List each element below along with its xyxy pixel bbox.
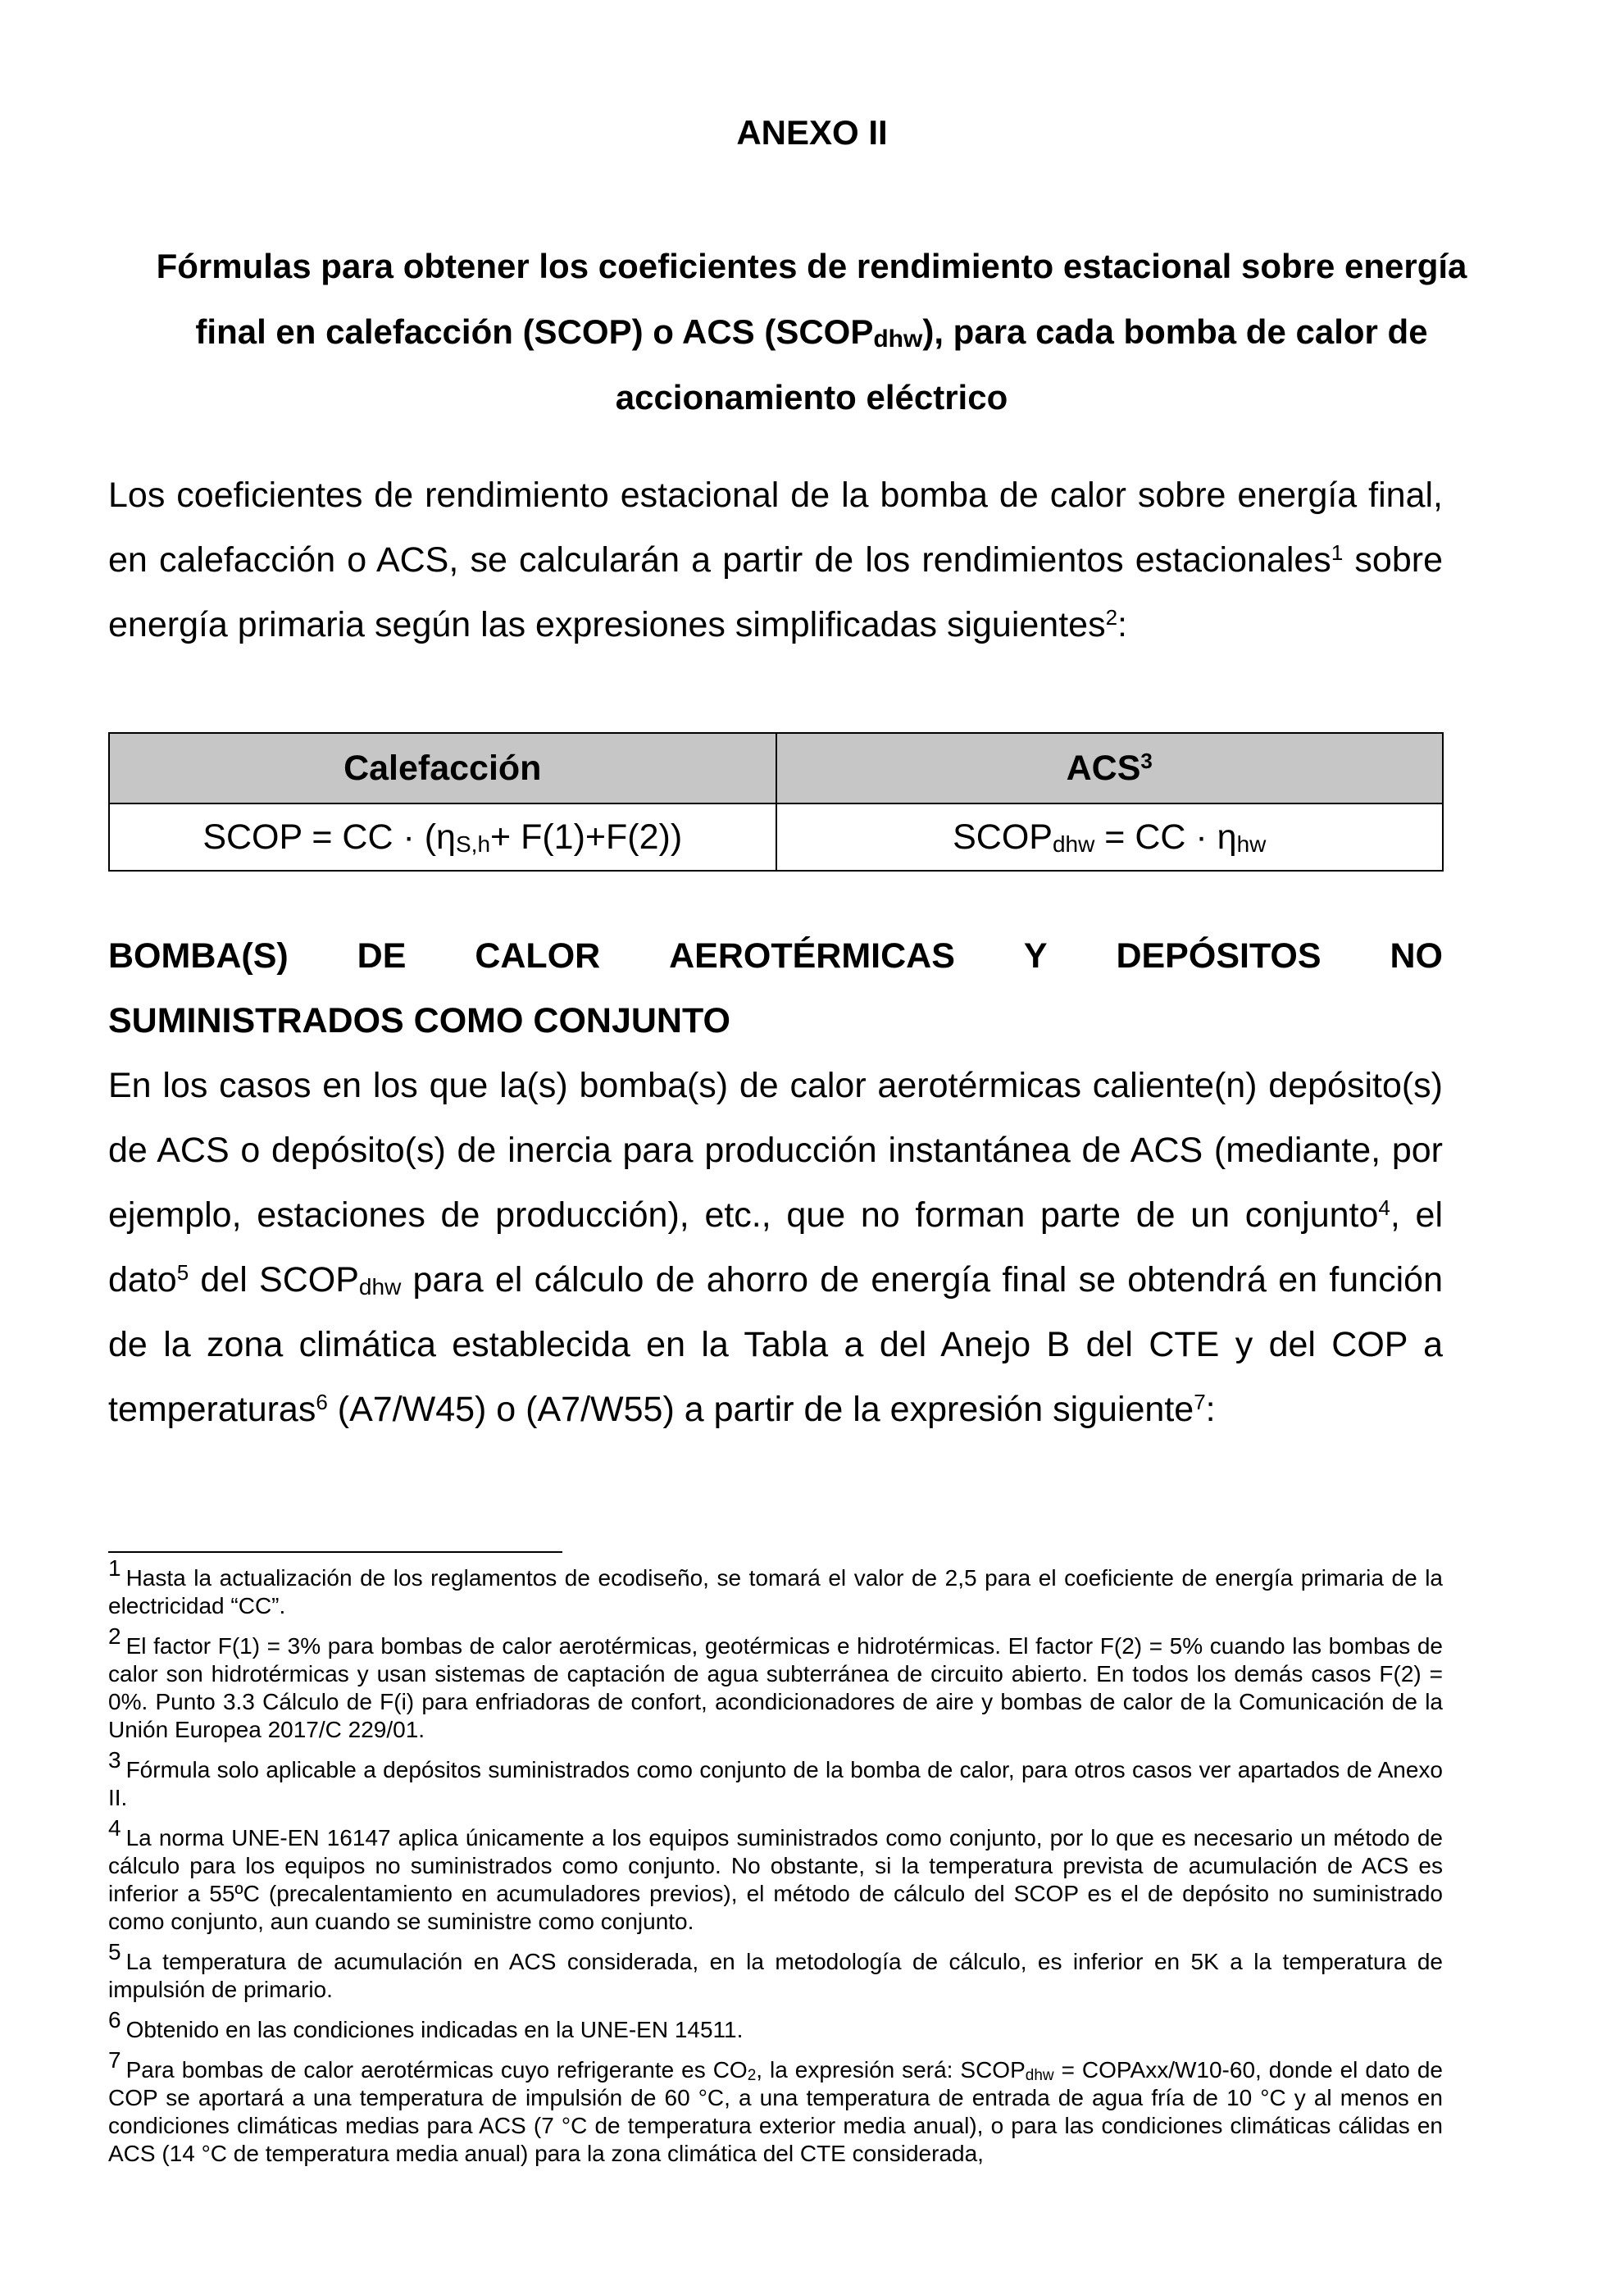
section-heading-line1	[108, 924, 1443, 989]
section-body-paragraph	[108, 1054, 1443, 1442]
subtitle-subscript: dhw	[873, 325, 923, 353]
formula-acs-b: = CC · η	[1094, 817, 1237, 857]
footnote-ref-2[interactable]: 2	[1105, 605, 1118, 630]
footnote-separator	[108, 1551, 562, 1553]
footnote-text: La temperatura de acumulación en ACS considerada, en la metodología de cálculo, es inferior en 5K a la temperatura de impulsión de primario.	[108, 1949, 1443, 2002]
formula-acs-a: SCOP	[953, 817, 1053, 857]
footnote-ref-5[interactable]: 5	[176, 1260, 189, 1285]
intro-text-b: sobre energía primaria según las expresiones simplificadas siguientes	[108, 540, 1443, 644]
footnote	[108, 1555, 1443, 1620]
footnote7-text-b: , la expresión será: SCOP	[756, 2057, 1026, 2083]
footnotes	[108, 1555, 1443, 2180]
formula-table-row	[109, 803, 1443, 871]
heading-word: NO	[1390, 936, 1443, 976]
heading-word: DEPÓSITOS	[1116, 936, 1321, 976]
heading-word: DE	[357, 936, 407, 976]
footnote7-text-c: = COPAxx/W10-60, donde el dato de COP se aportará a una temperatura de impulsión de 60 °C, a una temperatura de entrada de agua fría de 10 °C y al menos en condiciones climáticas medias para ACS (7 °C de temperatura exterior media anual), o para las condiciones climáticas cálidas en ACS (14 °C de temperatura media anual) para la zona climática del CTE considerada,	[108, 2057, 1443, 2166]
body-text-b: , el dato	[108, 1195, 1443, 1300]
footnote-ref-7[interactable]: 7	[1194, 1390, 1206, 1414]
footnote	[108, 1623, 1443, 1744]
footnote-text: Fórmula solo aplicable a depósitos suministrados como conjunto de la bomba de calor, para otros casos ver apartados de Anexo II.	[108, 1757, 1443, 1810]
header-acs-label: ACS	[1066, 748, 1141, 788]
footnote	[108, 1815, 1443, 1936]
formula-calefaccion-sub: S,h	[455, 831, 491, 857]
intro-text-c: :	[1117, 605, 1127, 644]
heading-word: Y	[1023, 936, 1048, 976]
formula-acs-sub2: hw	[1236, 831, 1267, 857]
footnote-7	[108, 2047, 1443, 2168]
footnote7-text-a: Para bombas de calor aerotérmicas cuyo refrigerante es CO	[125, 2057, 748, 2083]
body-text-f: :	[1205, 1390, 1216, 1429]
formula-acs-sub: dhw	[1052, 831, 1095, 857]
footnote-text: La norma UNE-EN 16147 aplica únicamente a los equipos suministrados como conjunto, por lo que es necesario un método de cálculo para los equipos no suministrados como conjunto. No obstante, si la temperatura prevista de acumulación de ACS es inferior a 55ºC (precalentamiento en acumuladores previos), el método de cálculo del SCOP es el de depósito no suministrado como conjunto, aun cuando se suministre como conjunto.	[108, 1825, 1443, 1934]
subtitle-text-a: Fórmulas para obtener los coeficientes de rendimiento estacional sobre energía final en calefacción (SCOP) o ACS (SCOP	[156, 247, 1467, 351]
footnote-number: 2	[108, 1623, 121, 1649]
header-acs	[776, 733, 1444, 803]
formula-acs	[776, 803, 1444, 871]
footnote-ref-3[interactable]: 3	[1140, 748, 1153, 773]
formula-table	[108, 732, 1444, 872]
footnote	[108, 1939, 1443, 2004]
body-text-c: del SCOP	[189, 1260, 359, 1300]
footnote-ref-6[interactable]: 6	[316, 1390, 328, 1414]
formula-calefaccion	[109, 803, 776, 871]
footnote-number: 6	[108, 2007, 121, 2032]
footnote-text: Hasta la actualización de los reglamentos de ecodiseño, se tomará el valor de 2,5 para el coeficiente de energía primaria de la electricidad “CC”.	[108, 1565, 1443, 1618]
intro-paragraph	[108, 463, 1443, 658]
formula-calefaccion-a: SCOP = CC · (η	[202, 817, 456, 857]
heading-word: CALOR	[475, 936, 601, 976]
formula-calefaccion-b: + F(1)+F(2))	[490, 817, 683, 857]
heading-word: BOMBA(S)	[108, 936, 289, 976]
footnote7-sub-b: dhw	[1025, 2067, 1054, 2084]
footnote7-sub-a: 2	[747, 2067, 757, 2084]
header-calefaccion: Calefacción	[109, 733, 776, 803]
footnote-text: El factor F(1) = 3% para bombas de calor aerotérmicas, geotérmicas e hidrotérmicas. El factor F(2) = 5% cuando las bombas de calor son hidrotérmicas y usan sistemas de captación de agua subterránea de circuito abierto. En todos los demás casos F(2) = 0%. Punto 3.3 Cálculo de F(i) para enfriadoras de confort, acondicionadores de aire y bombas de calor de la Comunicación de la Unión Europea 2017/C 229/01.	[108, 1633, 1443, 1742]
footnote-number: 5	[108, 1939, 121, 1964]
body-text-e: (A7/W45) o (A7/W55) a partir de la expresión siguiente	[327, 1390, 1194, 1429]
section-heading-line2: SUMINISTRADOS COMO CONJUNTO	[108, 1001, 730, 1040]
footnote-number: 1	[108, 1555, 121, 1581]
annex-subtitle	[156, 234, 1467, 430]
footnote-ref-1[interactable]: 1	[1331, 540, 1344, 565]
subtitle-text-b: ), para cada bomba de calor de accionamiento eléctrico	[615, 312, 1428, 417]
footnote	[108, 2007, 1443, 2044]
body-text-a: En los casos en los que la(s) bomba(s) de calor aerotérmicas caliente(n) depósito(s) de ACS o depósito(s) de inercia para producción instantánea de ACS (mediante, por ejemplo, estaciones de producción), etc., que no forman parte de un conjunto	[108, 1066, 1443, 1235]
intro-text-a: Los coeficientes de rendimiento estacional de la bomba de calor sobre energía final, en calefacción o ACS, se calcularán a partir de los rendimientos estacionales	[108, 476, 1443, 580]
formula-table-header-row	[109, 733, 1443, 803]
annex-title: ANEXO II	[736, 113, 888, 152]
body-text-d: para el cálculo de ahorro de energía final se obtendrá en función de la zona climática establecida en la Tabla a del Anejo B del CTE y del COP a temperaturas	[108, 1260, 1444, 1429]
body-subscript: dhw	[358, 1274, 402, 1300]
footnote-text: Obtenido en las condiciones indicadas en la UNE-EN 14511.	[125, 2017, 744, 2042]
footnote	[108, 1747, 1443, 1812]
footnote-number: 3	[108, 1747, 121, 1773]
footnote-number: 7	[108, 2047, 121, 2073]
footnote-number: 4	[108, 1815, 121, 1841]
footnote-ref-4[interactable]: 4	[1378, 1195, 1390, 1220]
heading-word: AEROTÉRMICAS	[669, 936, 955, 976]
